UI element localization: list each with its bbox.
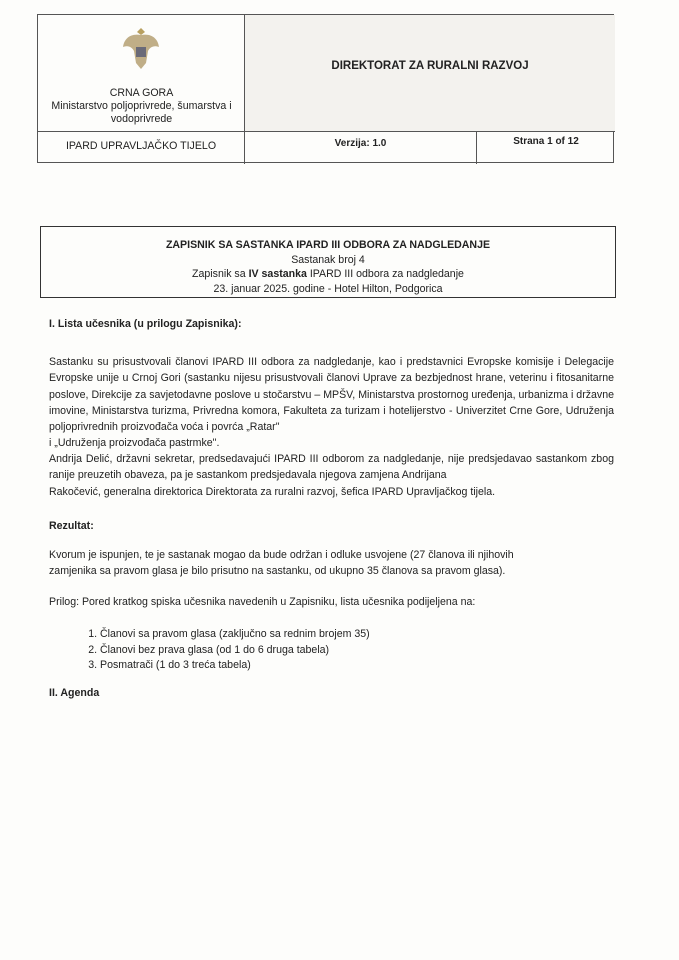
ministry-name: Ministarstvo poljoprivrede, šumarstva i vodoprivrede	[51, 100, 232, 125]
attachment-paragraph: Prilog: Pored kratkog spiska učesnika navedenih u Zapisniku, lista učesnika podijeljena na:	[49, 596, 476, 608]
section-heading-participants: I. Lista učesnika (u prilogu Zapisnika):	[49, 318, 242, 330]
directorate-title: DIREKTORAT ZA RURALNI RAZVOJ	[245, 15, 615, 132]
section-heading-agenda: II. Agenda	[49, 687, 100, 699]
participants-paragraph: Sastanku su prisustvovali članovi IPARD III odbora za nadgledanje, kao i predstavnici Evropske komisije i Delegacije Evropske unije u Crnoj Gori (sastanku nijesu prisustvovali članovi Uprave za bezbjednost hrane, veterinu i fitosanitarne poslove, Direkcije za savjetodavne poslove u stočarstvu – MPŠV, Ministarstva prostornog uređenja, urbanizma i državne imovine, Ministarstva turizma, Privredna komora, Fakulteta za turizam i hotelijerstvo - Univerzitet Crne Gore, Udruženja poljoprivrednih proizvođača voća i povrća „Ratar" i „Udruženja proizvođača pastrmke".	[49, 356, 614, 450]
managing-body: IPARD UPRAVLJAČKO TIJELO	[38, 132, 245, 164]
header-left-cell	[38, 15, 245, 132]
minutes-subtitle: Zapisnik sa IV sastanka IPARD III odbora za nadgledanje	[192, 268, 464, 280]
participant-categories-list	[80, 627, 370, 674]
country-name: CRNA GORA	[109, 87, 174, 99]
page-number: Strana 1 of 12	[513, 136, 579, 147]
result-heading: Rezultat:	[49, 520, 94, 532]
document-header-table	[37, 14, 614, 163]
minutes-title: ZAPISNIK SA SASTANKA IPARD III ODBORA ZA NADGLEDANJE	[165, 239, 491, 251]
list-item: 1. Članovi sa pravom glasa (zaključno sa rednim brojem 35)	[100, 627, 370, 643]
quorum-paragraph: Kvorum je ispunjen, te je sastanak mogao da bude održan i odluke usvojene (27 članova ili njihovih zamjenika sa pravom glasa je bilo prisutno na sastanku, od ukupno 35 članova sa pravom glasa).	[49, 549, 514, 578]
meeting-date-place: 23. januar 2025. godine - Hotel Hilton, Podgorica	[213, 282, 443, 295]
meeting-number: Sastanak broj 4	[291, 253, 365, 266]
montenegro-coat-of-arms-icon	[120, 25, 162, 73]
version-label: Verzija: 1.0	[245, 132, 477, 164]
minutes-title-box	[40, 226, 616, 298]
chair-paragraph: Andrija Delić, državni sekretar, predsedavajući IPARD III odborom za nadgledanje, nije predsjedavao sastankom zbog ranije preuzetih obaveza, pa je sastankom predsjedavala njegova zamjena Andrijana Rakočević, generalna direktorica Direktorata za ruralni razvoj, šefica IPARD Upravljačkog tijela.	[49, 453, 614, 498]
list-item: 3. Posmatrači (1 do 3 treća tabela)	[100, 658, 370, 674]
list-item: 2. Članovi bez prava glasa (od 1 do 6 druga tabela)	[100, 643, 370, 659]
